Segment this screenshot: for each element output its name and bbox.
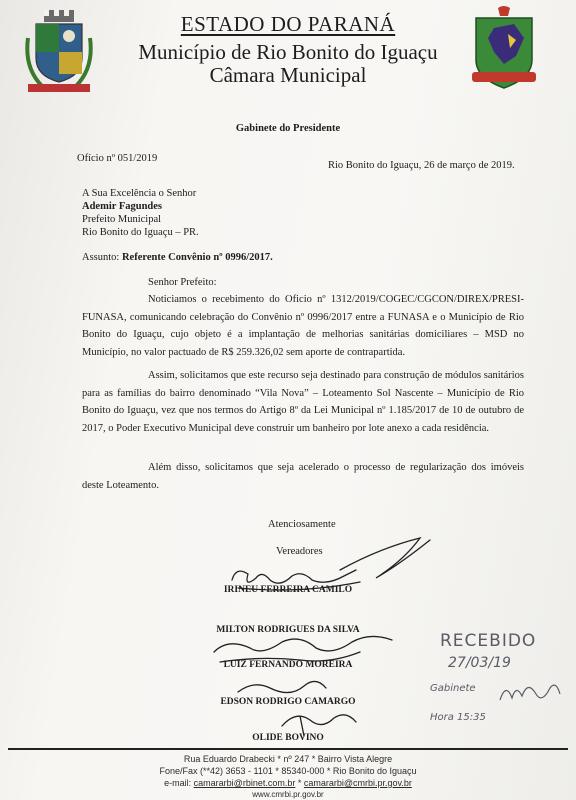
place-date: Rio Bonito do Iguaçu, 26 de março de 2019. bbox=[328, 160, 515, 171]
subject-text: Referente Convênio nº 0996/2017. bbox=[121, 252, 273, 263]
signer-4: EDSON RODRIGO CAMARGO bbox=[220, 697, 356, 707]
recipient-location: Rio Bonito do Iguaçu – PR. bbox=[82, 227, 199, 238]
received-stamp-time: Hora 15:35 bbox=[430, 712, 486, 723]
footer-emails: e-mail: camararbi@rbinet.com.br * camararbi@cmrbi.pr.gov.br bbox=[164, 778, 412, 788]
subject-label: Assunto: bbox=[82, 252, 120, 263]
signer-3: LUIZ FERNANDO MOREIRA bbox=[223, 660, 353, 670]
footer-phone: Fone/Fax (**42) 3653 - 1101 * 85340-000 * Rio Bonito do Iguaçu bbox=[159, 766, 417, 776]
received-initials-scribble bbox=[496, 676, 566, 710]
header-state: ESTADO DO PARANÁ bbox=[180, 12, 396, 36]
footer-email-label: e-mail: bbox=[164, 778, 192, 788]
paragraph-1: Noticiamos o recebimento do Oficio nº 1312/2019/COGEC/CGCON/DIREX/PRESI-FUNASA, comunicando celebração do Convênio nº 0996/2017 entre a FUNASA e o Município de Rio Bonito do Iguaçu, cujo objeto é a implantação de melhorias sanitárias domiciliares – MSD no Município, no valor pactuado de R$ 259.326,02 sem aporte de contrapartida. bbox=[82, 294, 524, 358]
received-stamp-note: Gabinete bbox=[430, 683, 476, 694]
received-stamp-label: RECEBIDO bbox=[440, 631, 537, 651]
recipient-title: Prefeito Municipal bbox=[82, 214, 162, 225]
recipient-name: Ademir Fagundes bbox=[82, 201, 163, 212]
received-stamp-date: 27/03/19 bbox=[448, 655, 511, 671]
footer-website[interactable]: www.cmrbi.pr.gov.br bbox=[252, 790, 324, 799]
office-title: Gabinete do Presidente bbox=[235, 123, 341, 134]
footer-address: Rua Eduardo Drabecki * nº 247 * Bairro Vista Alegre bbox=[183, 754, 393, 764]
footer-email-1[interactable]: camararbi@rbinet.com.br bbox=[193, 778, 296, 788]
letter-number: Ofício nº 051/2019 bbox=[77, 153, 158, 164]
header-municipality: Município de Rio Bonito do Iguaçu bbox=[138, 40, 438, 64]
footer-email-2[interactable]: camararbi@cmrbi.pr.gov.br bbox=[303, 778, 412, 788]
recipient-salutation: A Sua Excelência o Senhor bbox=[82, 188, 197, 199]
signer-2: MILTON RODRIGUES DA SILVA bbox=[216, 625, 360, 635]
subject-line bbox=[82, 251, 273, 264]
paragraph-3: Além disso, solicitamos que seja acelerado o processo de regularização dos imóveis deste Loteamento. bbox=[82, 462, 524, 491]
paragraph-2: Assim, solicitamos que este recurso seja destinado para construção de módulos sanitários para as famílias do bairro denominado “Vila Nova” – Loteamento Sol Nascente – Município de Rio Bonito do Iguaçu, vez que nos termos do Artigo 8º da Lei Municipal nº 1.185/2017 de 10 de outubro de 2017, o Poder Executivo Municipal deve construir um banheiro por lote anexo a cada residência. bbox=[82, 370, 524, 434]
signer-5: OLIDE BOVINO bbox=[252, 733, 324, 743]
header-chamber: Câmara Municipal bbox=[209, 63, 367, 87]
footer-divider bbox=[8, 748, 568, 750]
greeting: Senhor Prefeito: bbox=[148, 277, 217, 288]
signers-label: Vereadores bbox=[276, 546, 323, 557]
signer-1: IRINEU FERREIRA CAMILO bbox=[223, 585, 353, 595]
closing: Atenciosamente bbox=[268, 519, 336, 530]
